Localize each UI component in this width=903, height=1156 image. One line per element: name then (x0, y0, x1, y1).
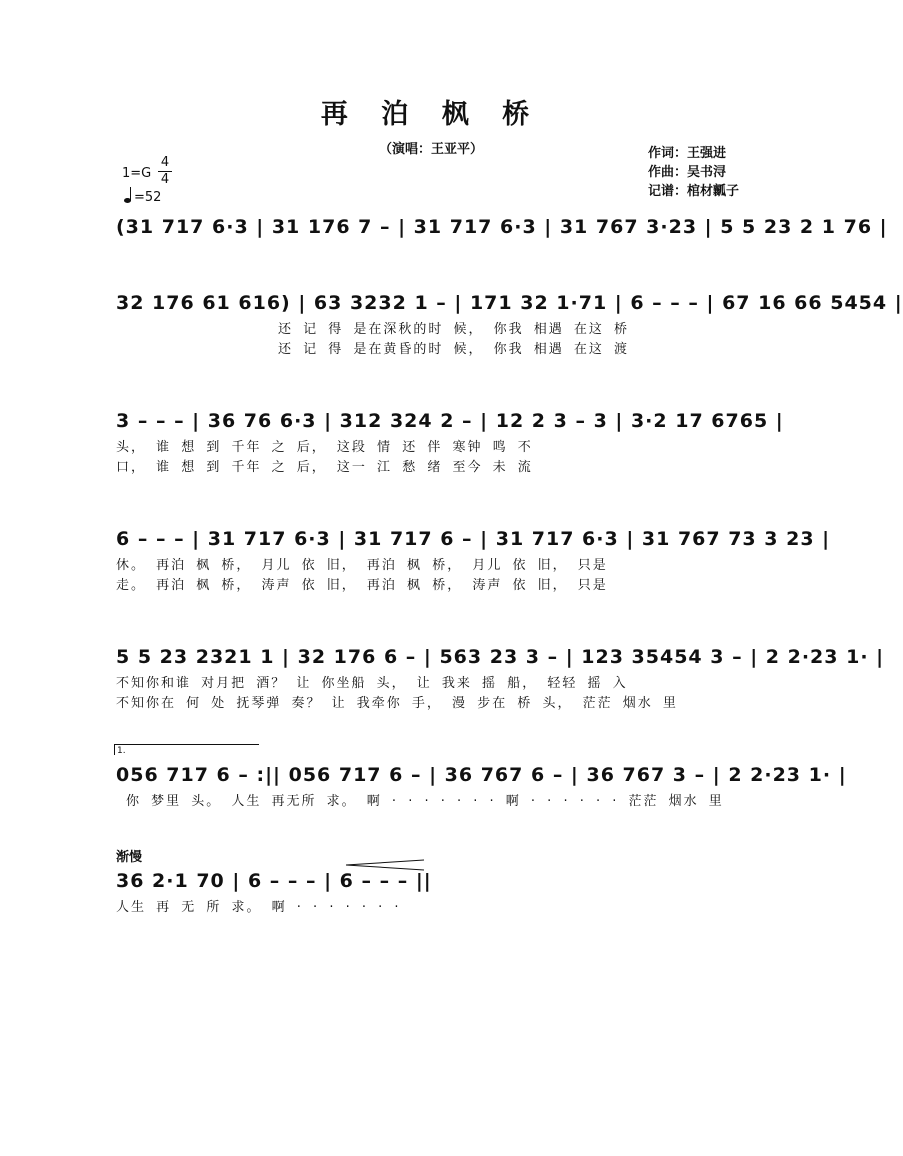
notes-text: 6 – – – | 31 717 6·3 | 31 717 6 – | 31 717 6·3 | 31 767 73 3 23 | (116, 528, 831, 550)
score-system-6 (112, 758, 847, 812)
notes-text: 32 176 61 616) | 63 3232 1 – | 171 32 1·71 | 6 – – – | 67 16 66 5454 | (116, 292, 903, 314)
volta-bracket: 1. (114, 744, 259, 755)
time-signature (158, 156, 172, 187)
notes-line (112, 286, 903, 320)
notes-text: (31 717 6·3 | 31 176 7 – | 31 717 6·3 | 31 767 3·23 | 5 5 23 2 1 76 | (116, 216, 888, 238)
quarter-note-icon (124, 198, 131, 203)
lyricist-credit: 作词：王强进 (648, 146, 727, 161)
lyrics-verse-2: 还 记 得 是在黄昏的时 候， 你我 相遇 在这 渡 (278, 342, 630, 357)
key-signature: 1=G (122, 166, 152, 181)
lyrics-verse-1: 不知你和谁 对月把 酒？ 让 你坐船 头， 让 我来 摇 船， 轻轻 摇 入 (116, 676, 628, 691)
decrescendo-hairpin-icon (346, 858, 426, 872)
lyrics-verse-2: 走。 再泊 枫 桥， 涛声 依 旧， 再泊 枫 桥， 涛声 依 旧， 只是 (116, 578, 608, 593)
transcriber-credit: 记谱：棺材瓤子 (648, 184, 740, 199)
score-system-5 (112, 640, 885, 714)
notes-line (112, 404, 784, 438)
lyrics-verse-1: 头， 谁 想 到 千年 之 后， 这段 情 还 伴 寒钟 鸣 不 (116, 440, 533, 455)
notes-line (112, 640, 885, 674)
score-system-1 (112, 210, 888, 244)
score-system-4 (112, 522, 831, 596)
score-system-2 (112, 286, 903, 360)
lyrics-verse-2: 口， 谁 想 到 千年 之 后， 这一 江 愁 绪 至今 未 流 (116, 460, 533, 475)
ritardando-marking: 渐慢 (116, 850, 143, 865)
song-title: 再 泊 枫 桥 (320, 99, 542, 130)
score-system-7 (112, 864, 768, 918)
credits-block (648, 144, 739, 201)
notes-line (112, 522, 831, 556)
lyrics-verse-1: 你 梦里 头。 人生 再无所 求。 啊 · · · · · · · 啊 · · · · · · 茫茫 烟水 里 (126, 794, 724, 809)
tempo-marking (124, 190, 161, 205)
tempo-value: =52 (134, 190, 162, 205)
score-system-3 (112, 404, 784, 478)
notes-text: 3 – – – | 36 76 6·3 | 312 324 2 – | 12 2 3 – 3 | 3·2 17 6765 | (116, 410, 784, 432)
lyrics-verse-1: 休。 再泊 枫 桥， 月儿 依 旧， 再泊 枫 桥， 月儿 依 旧， 只是 (116, 558, 608, 573)
lyrics-verse-2: 不知你在 何 处 抚琴弹 奏？ 让 我牵你 手， 漫 步在 桥 头， 茫茫 烟水 里 (116, 696, 678, 711)
notes-text: 056 717 6 – :|| 056 717 6 – | 36 767 6 – | 36 767 3 – | 2 2·23 1· | (116, 764, 847, 786)
notes-text: 5 5 23 2321 1 | 32 176 6 – | 563 23 3 – | 123 35454 3 – | 2 2·23 1· | (116, 646, 885, 668)
lyrics-verse-1: 还 记 得 是在深秋的时 候， 你我 相遇 在这 桥 (278, 322, 630, 337)
notes-line (112, 758, 847, 792)
meter-top: 4 (160, 155, 170, 170)
lyrics-verse-1: 人生 再 无 所 求。 啊 · · · · · · · (116, 900, 401, 915)
notes-line (112, 864, 768, 898)
meter-bottom: 4 (160, 172, 170, 187)
notes-line (112, 210, 888, 244)
composer-credit: 作曲：吴书浔 (648, 165, 727, 180)
notes-text: 36 2·1 70 | 6 – – – | 6 – – – || (116, 870, 432, 892)
singer-credit: （演唱：王亚平） (378, 142, 483, 157)
